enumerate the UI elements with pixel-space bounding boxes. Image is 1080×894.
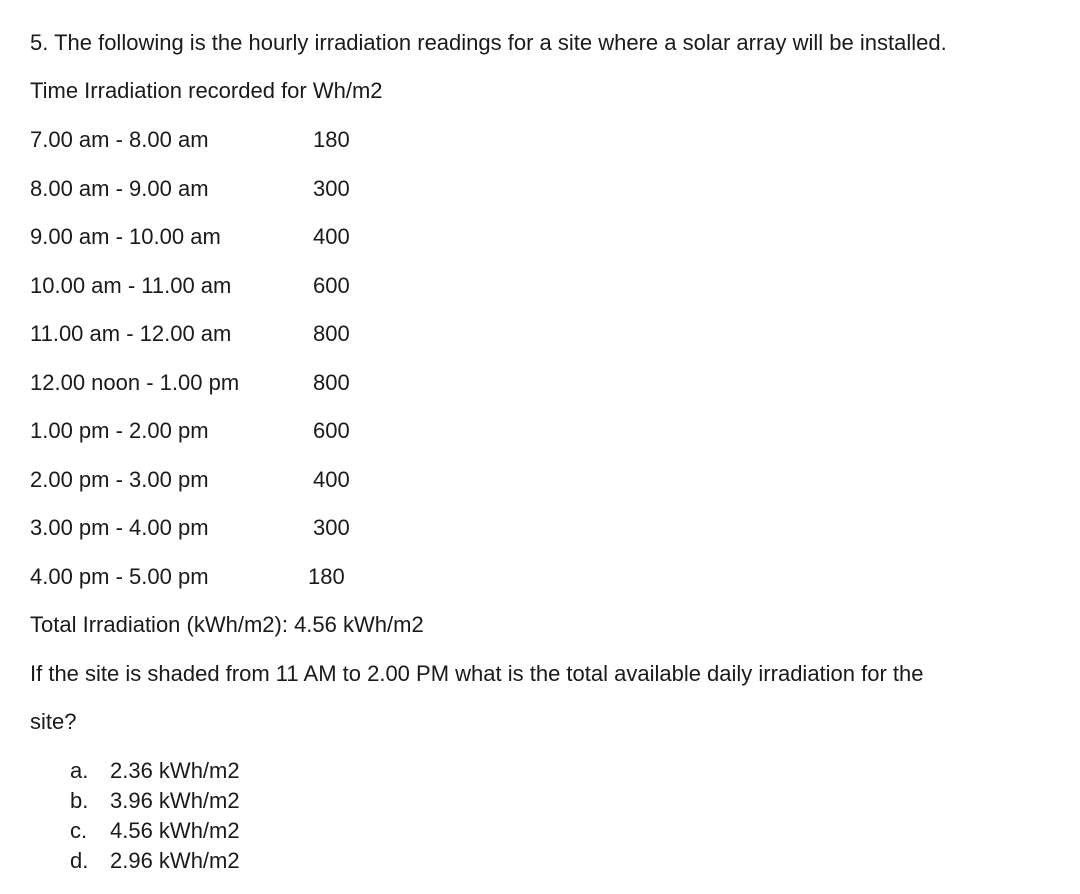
answer-options — [70, 757, 240, 877]
table-row — [30, 224, 430, 250]
row-time: 3.00 pm - 4.00 pm — [30, 515, 209, 540]
row-value: 600 — [313, 418, 350, 443]
row-value: 300 — [313, 515, 350, 540]
total-irradiation: Total Irradiation (kWh/m2): 4.56 kWh/m2 — [30, 612, 424, 637]
table-row — [30, 176, 430, 202]
table-row — [30, 127, 430, 153]
option-a[interactable] — [70, 757, 240, 787]
row-value: 800 — [313, 370, 350, 395]
row-time: 8.00 am - 9.00 am — [30, 176, 209, 201]
table-row — [30, 515, 430, 541]
table-row — [30, 564, 430, 590]
option-letter: b. — [70, 788, 89, 813]
question-prompt-line2: site? — [30, 709, 77, 734]
option-letter: d. — [70, 848, 89, 873]
row-time: 2.00 pm - 3.00 pm — [30, 467, 209, 492]
table-row — [30, 467, 430, 493]
question-prompt-line1: If the site is shaded from 11 AM to 2.00 PM what is the total available daily irradiation for the — [30, 661, 924, 686]
row-time: 11.00 am - 12.00 am — [30, 321, 232, 346]
row-time: 1.00 pm - 2.00 pm — [30, 418, 209, 443]
option-text: 2.36 kWh/m2 — [110, 758, 240, 783]
table-row — [30, 273, 430, 299]
option-d[interactable] — [70, 847, 240, 877]
row-time: 9.00 am - 10.00 am — [30, 224, 221, 249]
table-row — [30, 418, 430, 444]
row-time: 12.00 noon - 1.00 pm — [30, 370, 240, 395]
row-value: 400 — [313, 467, 350, 492]
option-c[interactable] — [70, 817, 240, 847]
option-letter: c. — [70, 818, 88, 843]
table-row — [30, 370, 430, 396]
option-text: 2.96 kWh/m2 — [110, 848, 240, 873]
row-value: 800 — [313, 321, 350, 346]
row-value: 400 — [313, 224, 350, 249]
option-text: 4.56 kWh/m2 — [110, 818, 240, 843]
option-text: 3.96 kWh/m2 — [110, 788, 240, 813]
row-value: 180 — [308, 564, 345, 589]
row-time: 7.00 am - 8.00 am — [30, 127, 209, 152]
row-value: 300 — [313, 176, 350, 201]
table-header: Time Irradiation recorded for Wh/m2 — [30, 78, 383, 103]
row-value: 180 — [313, 127, 350, 152]
question-header: 5. The following is the hourly irradiation readings for a site where a solar array will be installed. — [30, 30, 947, 55]
option-letter: a. — [70, 758, 89, 783]
option-b[interactable] — [70, 787, 240, 817]
row-time: 4.00 pm - 5.00 pm — [30, 564, 209, 589]
table-row — [30, 321, 430, 347]
row-time: 10.00 am - 11.00 am — [30, 273, 232, 298]
row-value: 600 — [313, 273, 350, 298]
